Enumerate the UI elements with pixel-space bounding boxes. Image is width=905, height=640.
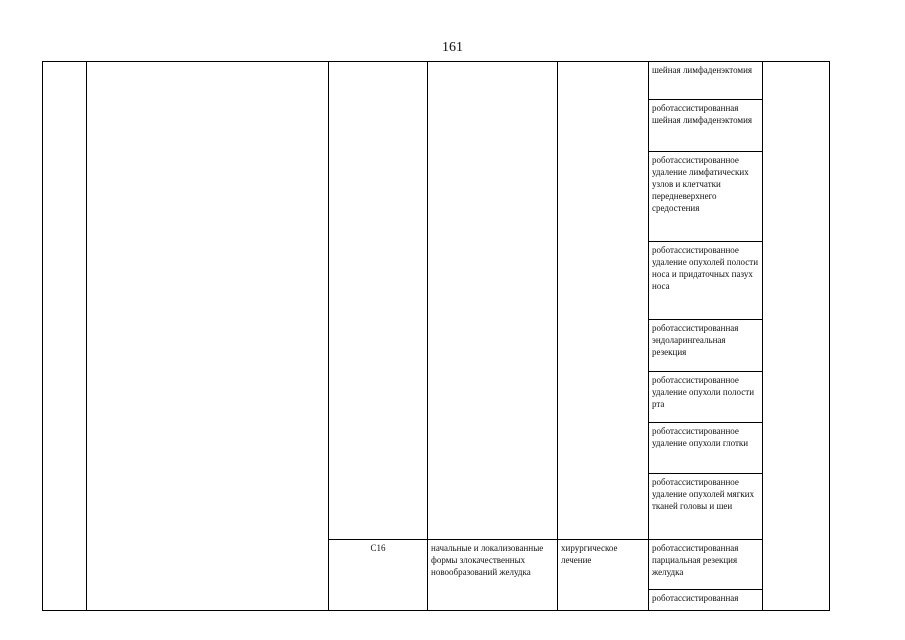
cell-treatment: хирургическое лечение xyxy=(558,540,649,611)
cell-method: роботассистированное удаление опухолей полости носа и придаточных пазух носа xyxy=(649,242,763,320)
cell-care-type xyxy=(87,62,329,611)
cell-method: роботассистированная парциальная резекция желудка xyxy=(649,540,763,590)
cell-code: C16 xyxy=(329,540,428,611)
page-number: 161 xyxy=(442,40,463,55)
cell-diagnosis: начальные и локализованные формы злокачественных новообразований желудка xyxy=(428,540,558,611)
cell-method: роботассистированная xyxy=(649,590,763,611)
cell-method: роботассистированное удаление опухоли полости рта xyxy=(649,372,763,423)
cell-method: роботассистированное удаление лимфатических узлов и клетчатки передневерхнего средостения xyxy=(649,152,763,242)
cell-norm xyxy=(763,62,830,611)
cell-method: роботассистированное удаление опухоли глотки xyxy=(649,423,763,474)
table-row xyxy=(43,62,830,100)
cell-method: роботассистированная шейная лимфаденэктомия xyxy=(649,100,763,152)
cell-code-group-1 xyxy=(329,62,428,540)
cell-method: шейная лимфаденэктомия xyxy=(649,62,763,100)
cell-row-number xyxy=(43,62,87,611)
cell-treatment-group-1 xyxy=(558,62,649,540)
cell-method: роботассистированная эндоларингеальная резекция xyxy=(649,320,763,372)
cell-method: роботассистированное удаление опухолей мягких тканей головы и шеи xyxy=(649,474,763,540)
medical-care-table xyxy=(42,61,830,611)
cell-diagnosis-group-1 xyxy=(428,62,558,540)
